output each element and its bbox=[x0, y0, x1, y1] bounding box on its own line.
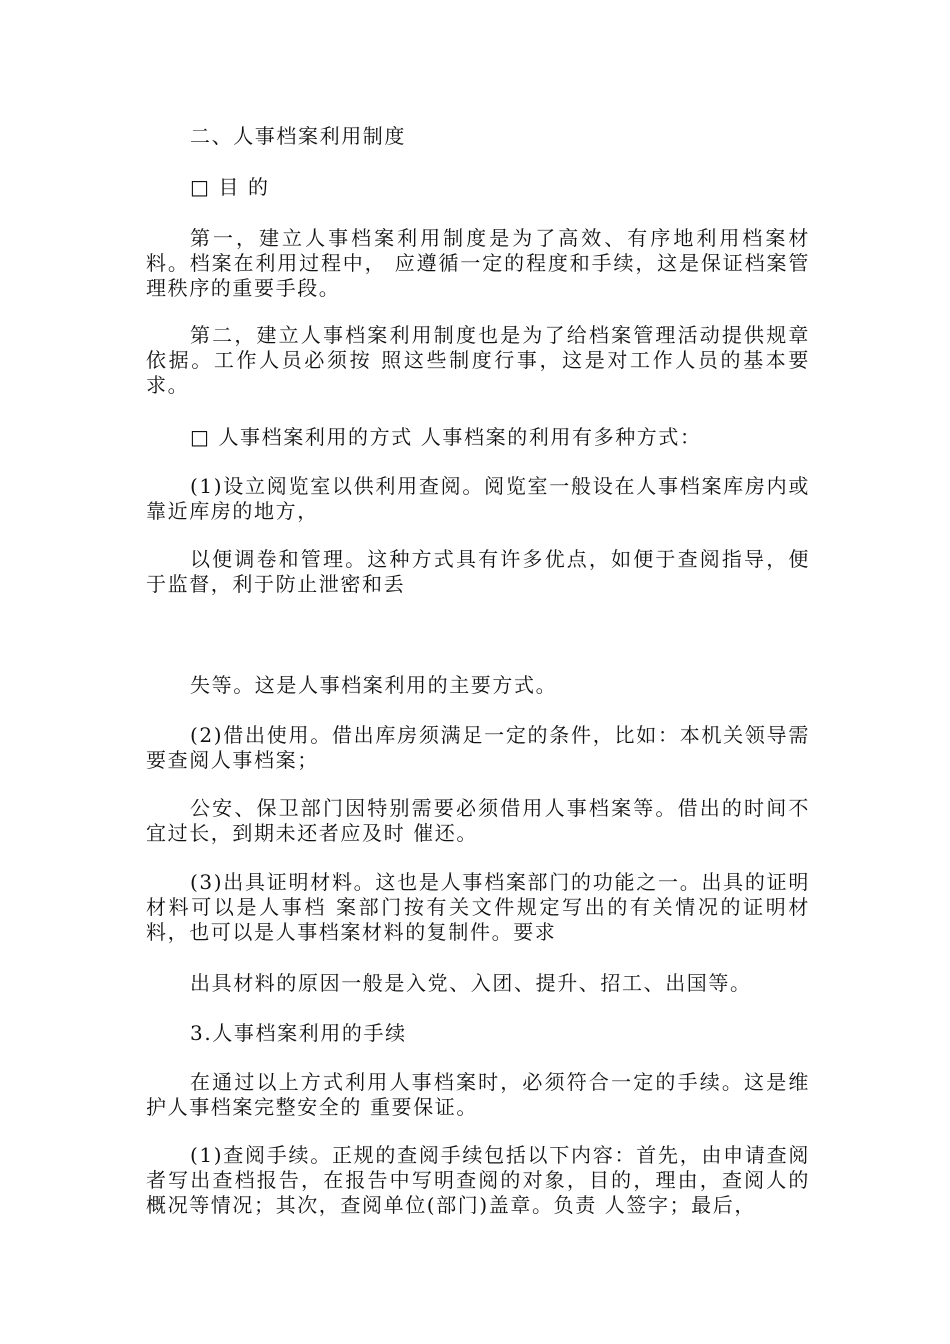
subheading-methods: □ 人事档案利用的方式 人事档案的利用有多种方式： bbox=[190, 425, 702, 449]
paragraph-method-2: (2)借出使用。借出库房须满足一定的条件，比如：本机关领导需要查阅人事档案； bbox=[146, 723, 810, 772]
paragraph-method-2-cont: 公安、保卫部门因特别需要必须借用人事档案等。借出的时间不宜过长，到期未还者应及时 催还。 bbox=[146, 796, 810, 845]
paragraph-method-3-cont: 出具材料的原因一般是入党、入团、提升、招工、出国等。 bbox=[190, 971, 752, 995]
subheading-procedures: 3.人事档案利用的手续 bbox=[190, 1021, 407, 1045]
section-heading: 二、人事档案利用制度 bbox=[190, 124, 406, 148]
paragraph-first: 第一，建立人事档案利用制度是为了高效、有序地利用档案材料。档案在利用过程中， 应遵循一定的程度和手续，这是保证档案管理秩序的重要手段。 bbox=[146, 226, 810, 300]
subheading-purpose: □ 目 的 bbox=[190, 175, 270, 199]
paragraph-method-1-end: 失等。这是人事档案利用的主要方式。 bbox=[190, 673, 558, 697]
paragraph-procedures: 在通过以上方式利用人事档案时，必须符合一定的手续。这是维护人事档案完整安全的 重要保证。 bbox=[146, 1070, 810, 1119]
paragraph-method-3: (3)出具证明材料。这也是人事档案部门的功能之一。出具的证明材料可以是人事档 案部门按有关文件规定写出的有关情况的证明材料，也可以是人事档案材料的复制件。要求 bbox=[146, 870, 810, 944]
paragraph-second: 第二，建立人事档案利用制度也是为了给档案管理活动提供规章依据。工作人员必须按 照这些制度行事，这是对工作人员的基本要求。 bbox=[146, 323, 810, 397]
paragraph-procedure-1: (1)查阅手续。正规的查阅手续包括以下内容：首先，由申请查阅者写出查档报告，在报告中写明查阅的对象，目的，理由，查阅人的概况等情况；其次，查阅单位(部门)盖章。负责 人签字；最后， bbox=[146, 1143, 810, 1217]
paragraph-method-1: (1)设立阅览室以供利用查阅。阅览室一般设在人事档案库房内或靠近库房的地方， bbox=[146, 474, 810, 523]
paragraph-method-1-cont: 以便调卷和管理。这种方式具有许多优点，如便于查阅指导，便于监督，利于防止泄密和丢 bbox=[146, 547, 810, 596]
